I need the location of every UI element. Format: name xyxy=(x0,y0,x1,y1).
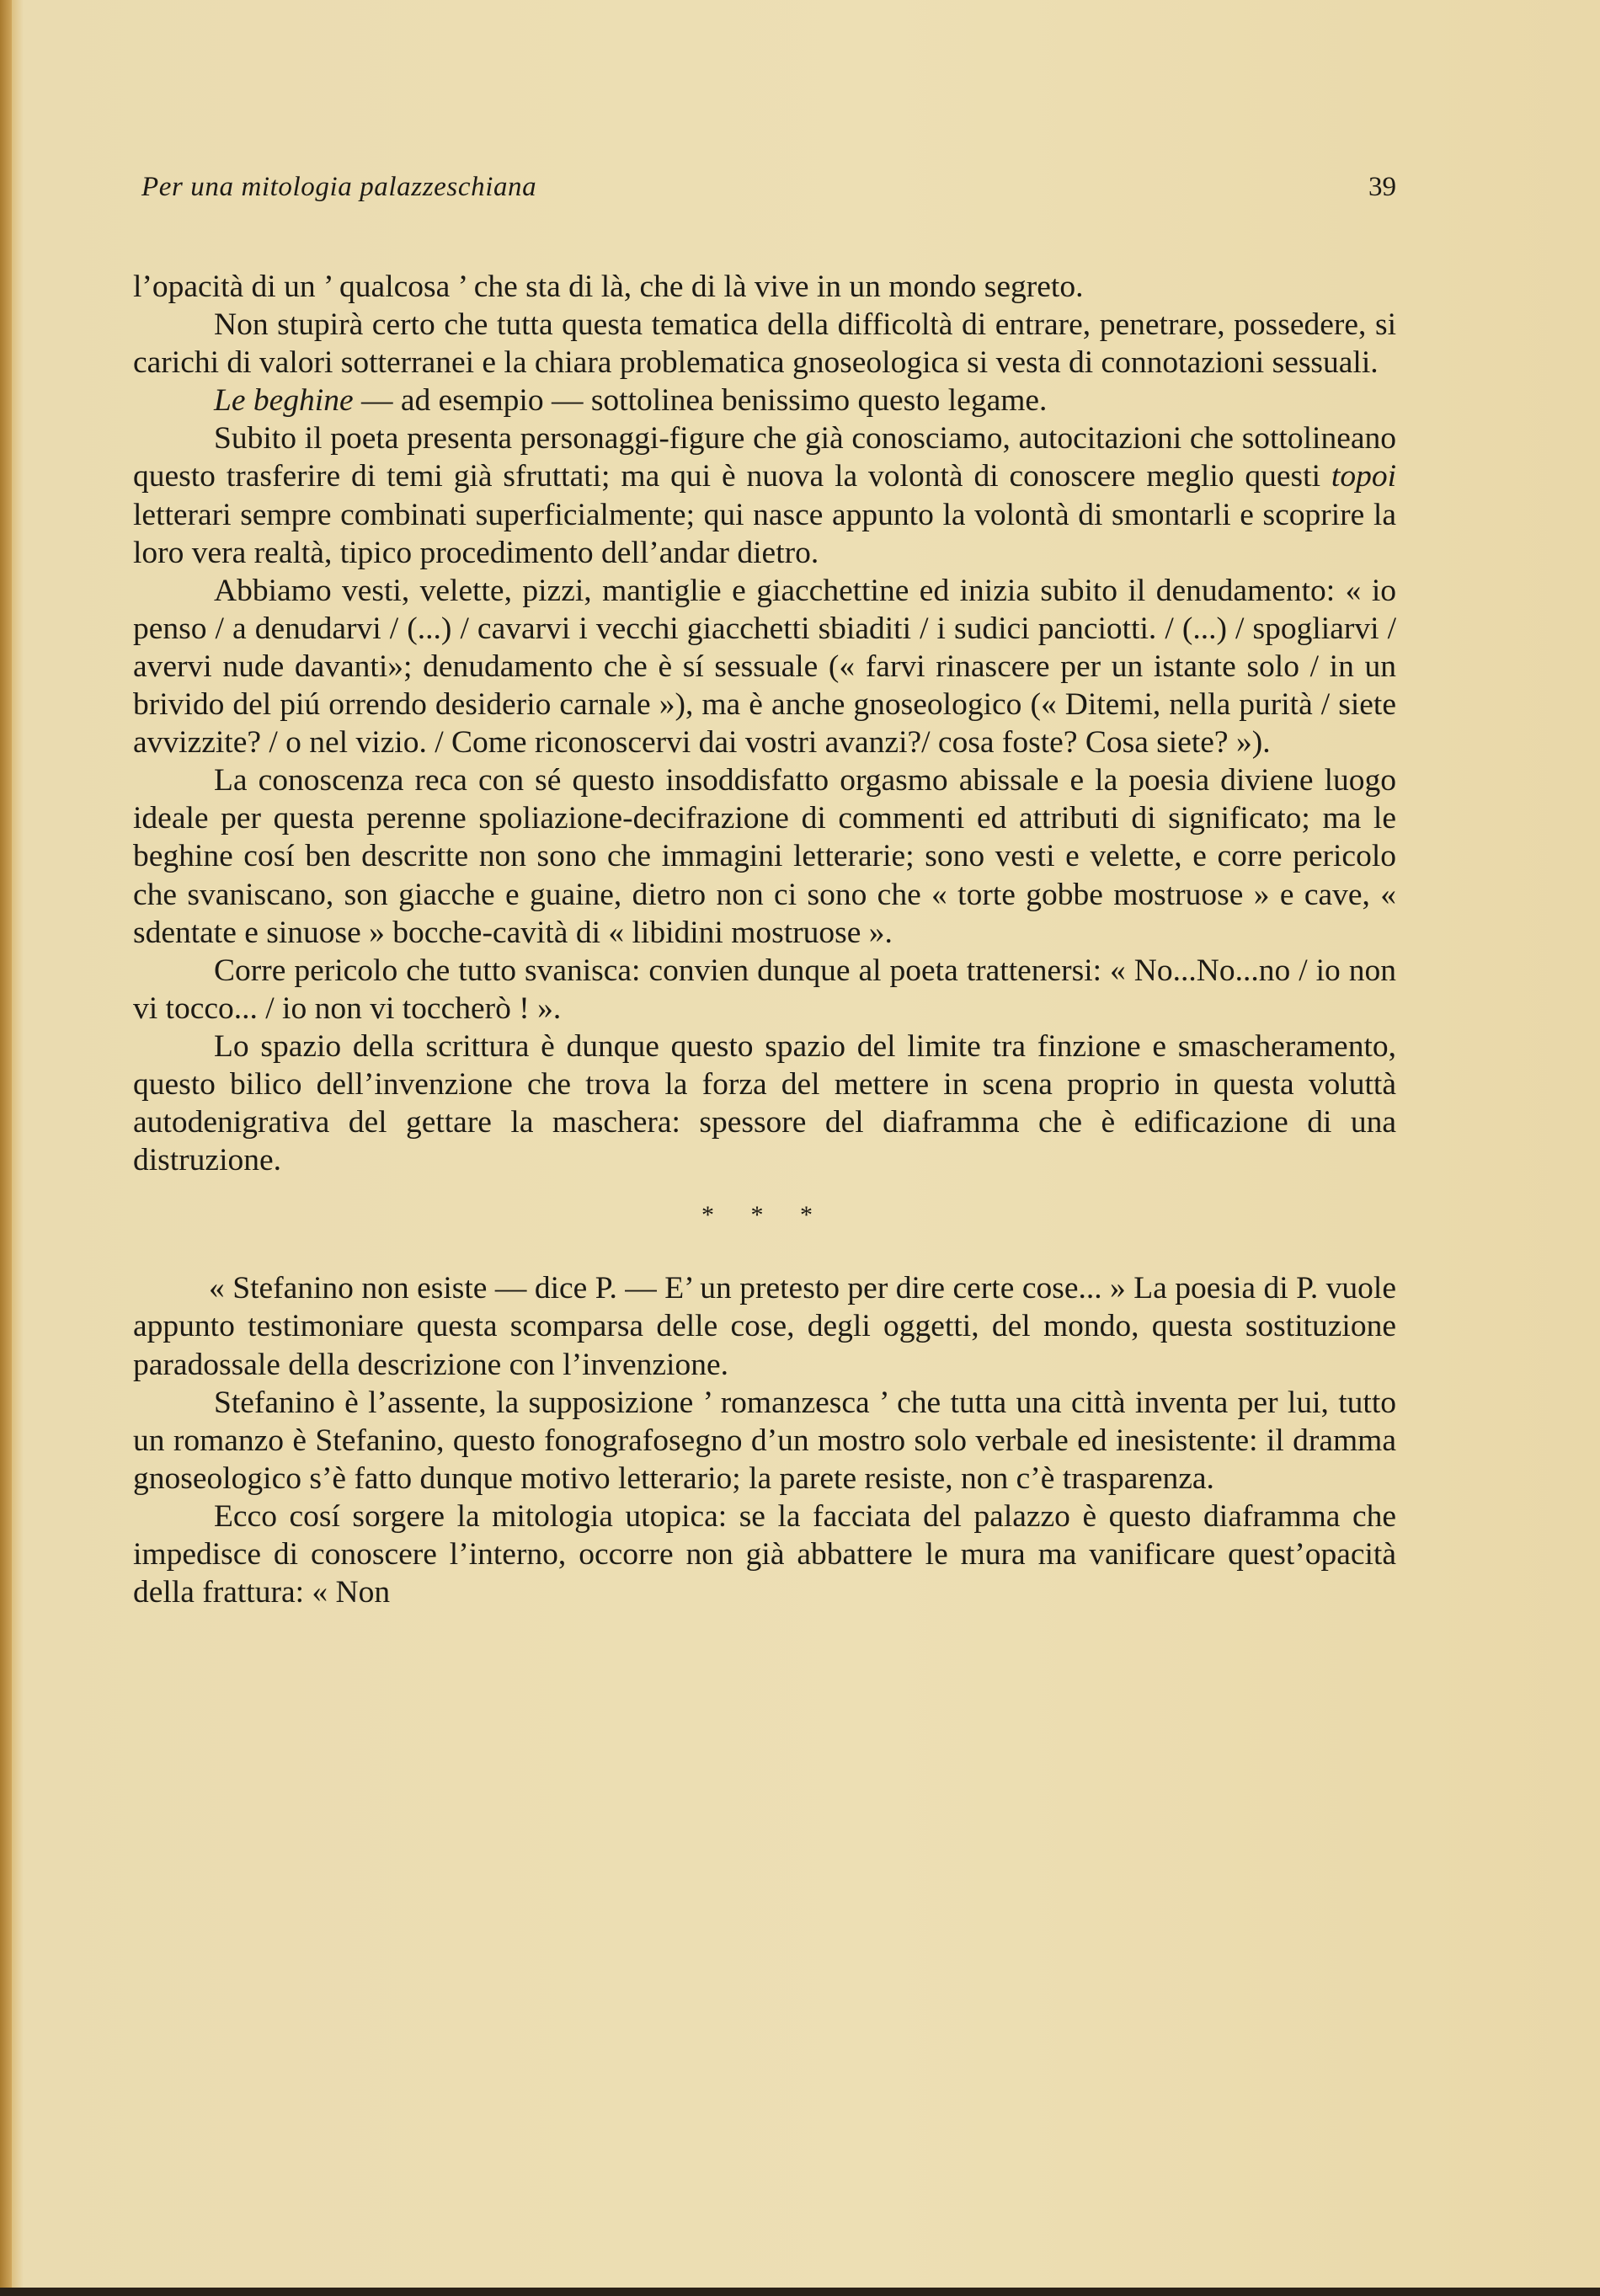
italic-title: Le beghine xyxy=(214,383,354,419)
section-break: * * * xyxy=(701,1201,828,1230)
running-header xyxy=(141,172,1396,214)
paragraph: La conoscenza reca con sé questo insoddisfatto orgasmo abissale e la poesia diviene luogo ideale per questa perenne spoliazione-decifrazione di commenti ed attributi di significato; ma le beghine cosí ben descritte non sono che immagini letterarie; sono vesti e velette, e corre pericolo che svaniscano, son giacche e guaine, dietro non ci sono che « torte gobbe mostruose » e cave, « sdentate e sinuose » bocche-cavità di « libidini mostruose ». xyxy=(133,763,1396,950)
paragraph: l’opacità di un ’ qualcosa ’ che sta di là, che di là vive in un mondo segreto. xyxy=(133,270,1084,304)
body-text xyxy=(133,268,1396,1611)
page-binding-edge xyxy=(0,0,12,2296)
paragraph: « Stefanino non esiste — dice P. — E’ un pretesto per dire certe cose... » La poesia di P. vuole appunto testimoniare questa scomparsa delle cose, degli oggetti, del mondo, questa sostituzione paradossale della descrizione con l’invenzione. xyxy=(133,1271,1396,1382)
paragraph-text: Subito il poeta presenta personaggi-figure che già conosciamo, autocitazioni che sottolineano questo trasferire di temi già sfruttati; ma qui è nuova la volontà di conoscere meglio questi xyxy=(133,421,1396,494)
paragraph: Ecco cosí sorgere la mitologia utopica: se la facciata del palazzo è questo diaframma che impedisce di conoscere l’interno, occorre non già abbattere le mura ma vanificare quest’opacità della frattura: « Non xyxy=(133,1498,1396,1610)
bottom-shadow-edge xyxy=(0,2288,1600,2296)
paragraph: Lo spazio della scrittura è dunque questo spazio del limite tra finzione e smascheramento, questo bilico dell’invenzione che trova la forza del mettere in scena proprio in questa voluttà autodenigrativa del gettare la maschera: spessore del diaframma che è edificazione di una distruzione. xyxy=(133,1028,1396,1178)
paragraph xyxy=(133,419,1396,571)
paragraph: Stefanino è l’assente, la supposizione ’ romanzesca ’ che tutta una città inventa per lui, tutto un romanzo è Stefanino, questo fonografosegno d’un mostro solo verbale ed inesistente: il dramma gnoseologico s’è fatto dunque motivo letterario; la parete resiste, non c’è trasparenza. xyxy=(133,1385,1396,1496)
paragraph-text: letterari sempre combinati superficialmente; qui nasce appunto la volontà di smontarli e scoprire la loro vera realtà, tipico procedimento dell’andar dietro. xyxy=(133,497,1396,570)
page-number: 39 xyxy=(1368,172,1396,202)
italic-term: topoi xyxy=(1331,459,1397,494)
paragraph: Corre pericolo che tutto svanisca: convien dunque al poeta trattenersi: « No...No...no / io non vi tocco... / io non vi toccherò ! ». xyxy=(133,953,1396,1026)
paragraph: Abbiamo vesti, velette, pizzi, mantiglie e giacchettine ed inizia subito il denudamento: « io penso / a denudarvi / (...) / cavarvi i vecchi giacchetti sbiaditi / i sudici panciotti. / (...) / spogliarvi / avervi nude davanti»; denudamento che è sí sessuale (« farvi rinascere per un istante solo / in un brivido del piú orrendo desiderio carnale »), ma è anche gnoseologico (« Ditemi, nella purità / siete avvizzite? / o nel vizio. / Come riconoscervi dai vostri avanzi?/ cosa foste? Cosa siete? »). xyxy=(133,573,1396,761)
paragraph-text: — ad esempio — sottolinea benissimo questo legame. xyxy=(360,383,1048,419)
paragraph: Non stupirà certo che tutta questa tematica della difficoltà di entrare, penetrare, possedere, si carichi di valori sotterranei e la chiara problematica gnoseologica si vesta di connotazioni sessuali. xyxy=(133,307,1396,381)
running-title: Per una mitologia palazzeschiana xyxy=(141,172,537,202)
paragraph xyxy=(133,382,1396,419)
